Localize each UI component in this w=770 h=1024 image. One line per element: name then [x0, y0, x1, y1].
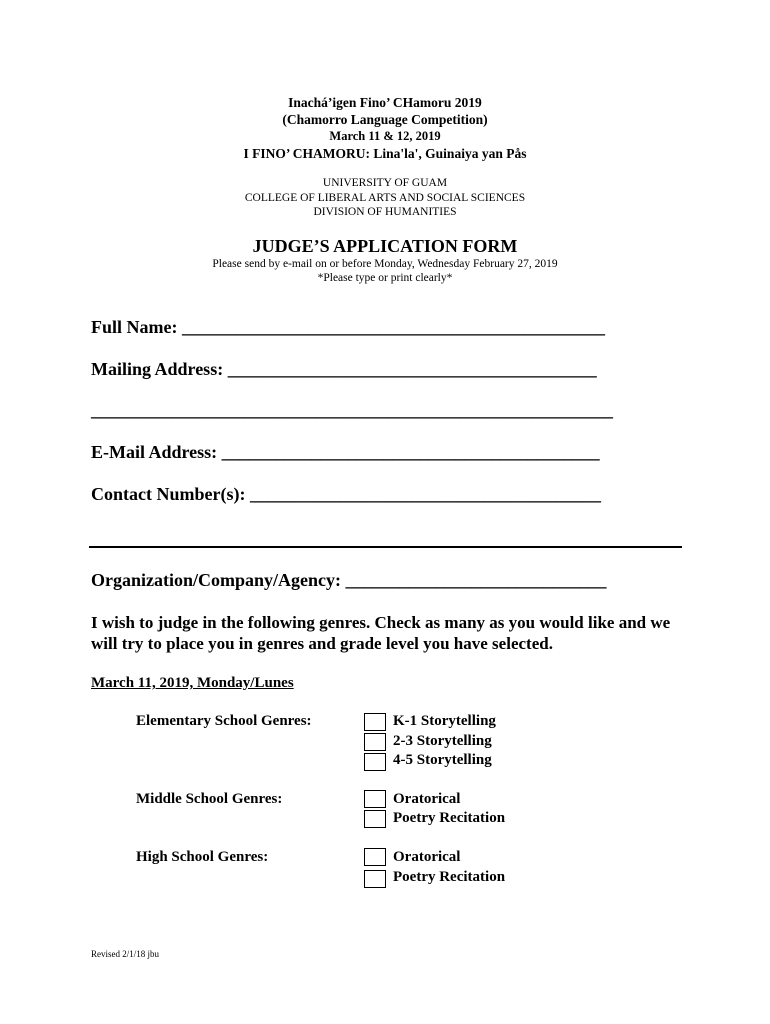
2-3-storytelling-checkbox[interactable] — [364, 733, 386, 751]
college-name: COLLEGE OF LIBERAL ARTS AND SOCIAL SCIENCES — [244, 192, 526, 204]
day1-date-heading: March 11, 2019, Monday/Lunes — [91, 675, 294, 691]
revision-note: Revised 2/1/18 jbu — [91, 949, 159, 959]
middle-genres-label: Middle School Genres: — [136, 791, 283, 807]
form-title: JUDGE’S APPLICATION FORM — [252, 236, 518, 256]
form-instruction: Please send by e-mail on or before Monday, Wednesday February 27, 2019 — [212, 258, 558, 270]
4-5-storytelling-label: 4-5 Storytelling — [393, 752, 492, 768]
high-poetry-recitation-checkbox[interactable] — [364, 870, 386, 888]
middle-poetry-recitation-checkbox[interactable] — [364, 810, 386, 828]
competition-subtitle: (Chamorro Language Competition) — [282, 112, 488, 127]
high-oratorical-label: Oratorical — [393, 849, 461, 865]
form-note: *Please type or print clearly* — [317, 272, 453, 284]
mailing-address-line2-field[interactable]: __________________________________________________________ — [91, 400, 613, 420]
email-field[interactable]: E-Mail Address: __________________________________________ — [91, 442, 600, 462]
genres-intro: I wish to judge in the following genres. Check as many as you would like and we will try to place you in genres and grade level you have selected. — [91, 613, 671, 653]
competition-theme: I FINO’ CHAMORU: Lina'la', Guinaiya yan Pås — [243, 146, 527, 161]
high-genres-label: High School Genres: — [136, 849, 269, 865]
2-3-storytelling-label: 2-3 Storytelling — [393, 733, 492, 749]
middle-oratorical-label: Oratorical — [393, 791, 461, 807]
organization-field[interactable]: Organization/Company/Agency: _____________________________ — [91, 570, 607, 590]
competition-title: Inachá’igen Fino’ CHamoru 2019 — [288, 95, 482, 110]
middle-oratorical-checkbox[interactable] — [364, 790, 386, 808]
division-name: DIVISION OF HUMANITIES — [313, 206, 457, 218]
competition-dates: March 11 & 12, 2019 — [329, 129, 441, 143]
high-oratorical-checkbox[interactable] — [364, 848, 386, 866]
high-poetry-recitation-label: Poetry Recitation — [393, 869, 506, 885]
university-name: UNIVERSITY OF GUAM — [322, 177, 448, 189]
section-divider — [89, 546, 682, 548]
mailing-address-field[interactable]: Mailing Address: _________________________________________ — [91, 359, 597, 379]
k1-storytelling-checkbox[interactable] — [364, 713, 386, 731]
k1-storytelling-label: K-1 Storytelling — [393, 713, 496, 729]
contact-number-field[interactable]: Contact Number(s): _______________________________________ — [91, 484, 601, 504]
middle-poetry-recitation-label: Poetry Recitation — [393, 810, 506, 826]
full-name-field[interactable]: Full Name: _______________________________________________ — [91, 317, 605, 337]
elementary-genres-label: Elementary School Genres: — [136, 713, 312, 729]
4-5-storytelling-checkbox[interactable] — [364, 753, 386, 771]
